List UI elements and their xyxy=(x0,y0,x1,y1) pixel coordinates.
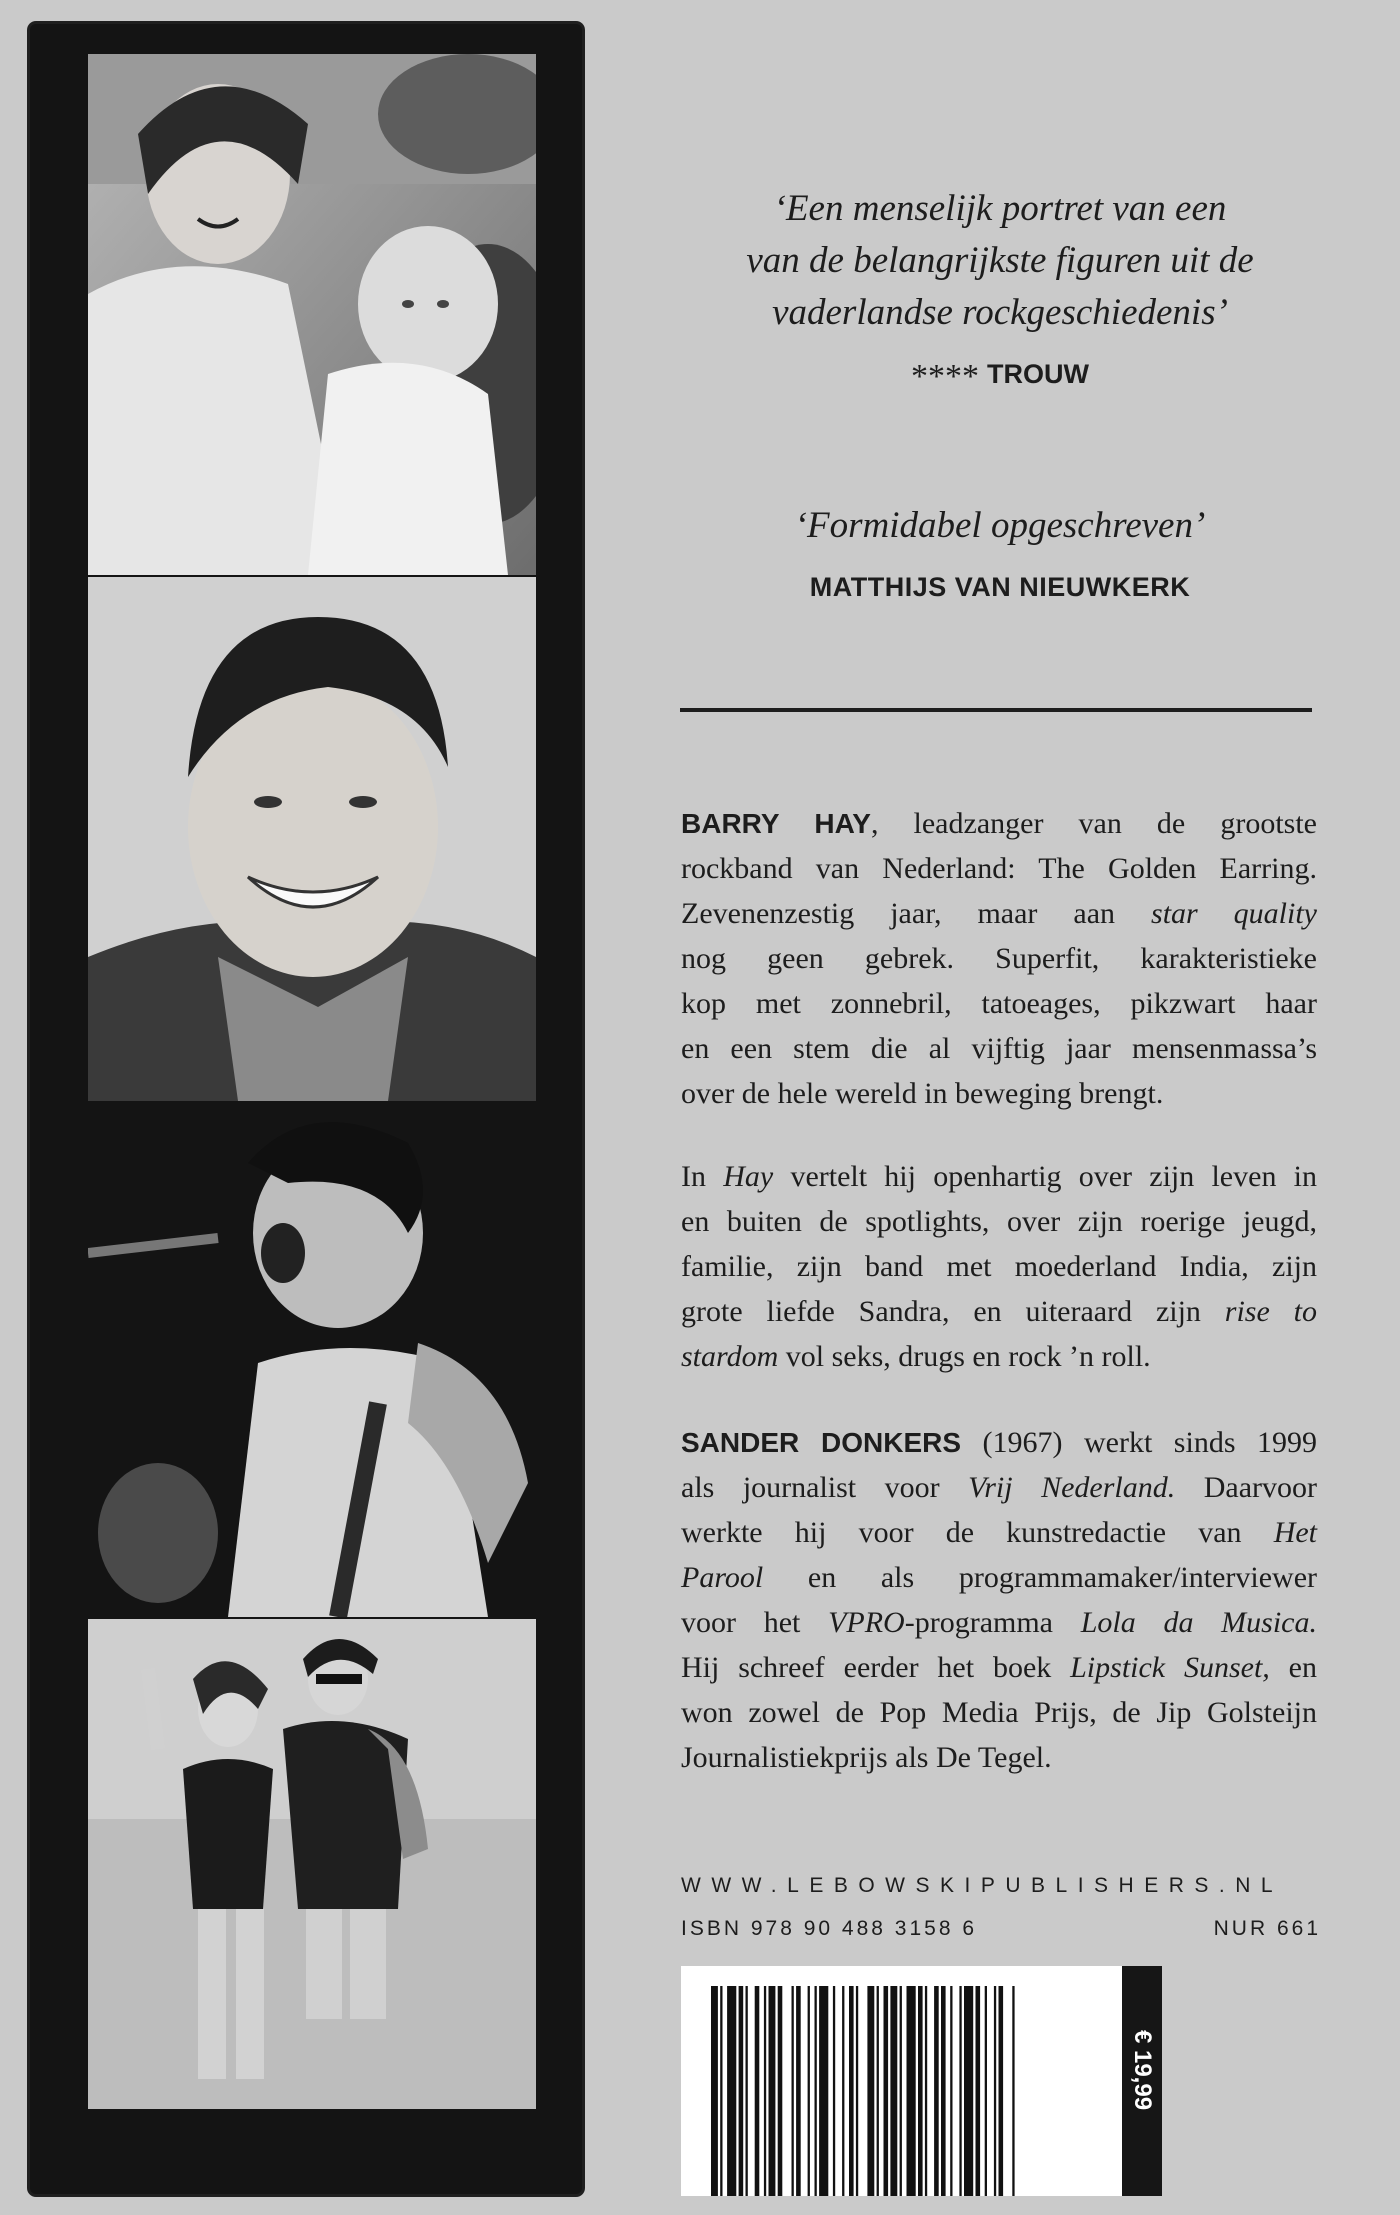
barcode-bar xyxy=(796,1986,801,2196)
quote-line: van de belangrijkste figuren uit de xyxy=(746,240,1254,281)
photo-couple-on-beach xyxy=(88,1619,536,2109)
review-attribution-trouw xyxy=(640,358,1360,396)
barcode-bar xyxy=(746,1986,748,2196)
barcode-bar xyxy=(985,1986,987,2196)
review-source: TROUW xyxy=(987,359,1089,389)
rating-stars: **** xyxy=(911,358,979,395)
text-line: won zowel de Pop Media Prijs, de Jip Golsteijn xyxy=(681,1696,1317,1729)
text-run: Hij schreef eerder het boek xyxy=(681,1651,1052,1684)
barcode-bar xyxy=(867,1986,874,2196)
text-run-italic: rise to xyxy=(1224,1295,1317,1328)
barcode-bar xyxy=(769,1986,776,2196)
barcode-bar xyxy=(907,1986,916,2196)
nur-code: NUR 661 xyxy=(1213,1917,1321,1940)
text-run: als journalist voor xyxy=(681,1471,940,1504)
barcode-bar xyxy=(764,1986,766,2196)
barcode-bar xyxy=(884,1986,889,2196)
text-run-italic: VPRO xyxy=(828,1606,905,1639)
photo-smiling-boy xyxy=(88,577,536,1101)
text-run: (1967) werkt sinds 1999 xyxy=(982,1426,1317,1459)
quote-line: vaderlandse rockgeschiedenis’ xyxy=(772,292,1228,333)
barcode-bar xyxy=(941,1986,946,2196)
isbn-row xyxy=(681,1917,1321,1941)
barcode-bar xyxy=(918,1986,923,2196)
barcode-bar xyxy=(999,1986,1004,2196)
text-run: -programma xyxy=(904,1606,1053,1639)
barcode-bar xyxy=(934,1986,939,2196)
text-line: en een stem die al vijftig jaar mensenmassa’s xyxy=(681,1032,1317,1065)
text-run: Zevenenzestig jaar, maar aan xyxy=(681,897,1116,930)
blurb-author-bio xyxy=(681,1420,1317,1780)
book-title-italic: Hay xyxy=(723,1160,774,1193)
text-run-italic: stardom xyxy=(681,1340,779,1373)
text-run: vertelt hij openhartig over zijn leven in xyxy=(790,1160,1318,1193)
text-run-italic: star quality xyxy=(1151,897,1317,930)
text-run: voor het xyxy=(681,1606,801,1639)
barcode-bar xyxy=(849,1986,854,2196)
barcode-bar xyxy=(755,1986,760,2196)
publisher-url: WWW.LEBOWSKIPUBLISHERS.NL xyxy=(681,1874,1284,1897)
barcode-bar xyxy=(877,1986,879,2196)
isbn-number: ISBN 978 90 488 3158 6 xyxy=(681,1917,978,1940)
barcode-bar xyxy=(833,1986,835,2196)
blurb-book-summary xyxy=(681,1154,1317,1379)
barcode-icon xyxy=(711,1986,1096,2196)
barcode-bar xyxy=(890,1986,897,2196)
barcode-bar xyxy=(925,1986,927,2196)
text-run: vol seks, drugs en rock ’n roll. xyxy=(785,1340,1151,1373)
barcode-bar xyxy=(727,1986,736,2196)
text-run: Daarvoor xyxy=(1203,1471,1318,1504)
barcode-bar xyxy=(720,1986,722,2196)
text-line: en buiten de spotlights, over zijn roerige jeugd, xyxy=(681,1205,1317,1238)
barcode-bar xyxy=(994,1986,996,2196)
review-quote-nieuwkerk xyxy=(640,500,1360,552)
price-label: € 19,99 xyxy=(1129,2029,1156,2111)
barcode-bar xyxy=(792,1986,794,2196)
barcode-bar xyxy=(808,1986,810,2196)
text-line: over de hele wereld in beweging brengt. xyxy=(681,1077,1164,1110)
barcode-bar xyxy=(900,1986,902,2196)
barcode-bar xyxy=(711,1986,718,2196)
review-quote-trouw xyxy=(640,183,1360,339)
text-run: en als programmamaker/interviewer xyxy=(807,1561,1318,1594)
divider-rule xyxy=(680,708,1312,712)
text-line: kop met zonnebril, tatoeages, pikzwart haar xyxy=(681,987,1317,1020)
barcode-bar xyxy=(964,1986,973,2196)
quote-line: ‘Een menselijk portret van een xyxy=(773,188,1227,229)
text-run-italic: Het xyxy=(1273,1516,1318,1549)
barcode-bar xyxy=(819,1986,828,2196)
text-run-italic: Lola da Musica. xyxy=(1080,1606,1317,1639)
barcode-bar xyxy=(856,1986,858,2196)
text-run: In xyxy=(681,1160,706,1193)
text-run-italic: Vrij Nederland. xyxy=(968,1471,1176,1504)
text-line: familie, zijn band met moederland India, zijn xyxy=(681,1250,1317,1283)
text-line: rockband van Nederland: The Golden Earring. xyxy=(681,852,1317,885)
text-run-italic: Parool xyxy=(681,1561,764,1594)
barcode-bar xyxy=(739,1986,744,2196)
text-run: grote liefde Sandra, en uiteraard zijn xyxy=(681,1295,1201,1328)
photo-mother-with-baby xyxy=(88,54,536,575)
text-line: nog geen gebrek. Superfit, karakteristieke xyxy=(681,942,1317,975)
subject-name: BARRY HAY xyxy=(681,808,871,839)
author-name: SANDER DONKERS xyxy=(681,1427,962,1458)
barcode-panel xyxy=(681,1966,1162,2196)
barcode-bar xyxy=(778,1986,783,2196)
barcode-bar xyxy=(959,1986,961,2196)
barcode-bar xyxy=(976,1986,981,2196)
text-run: werkte hij voor de kunstredactie van xyxy=(681,1516,1242,1549)
text-run: en xyxy=(1288,1651,1317,1684)
barcode-bar xyxy=(1012,1986,1014,2196)
barcode-bar xyxy=(842,1986,844,2196)
barcode-bar xyxy=(950,1986,952,2196)
barcode-bar xyxy=(815,1986,817,2196)
blurb-barry-hay xyxy=(681,801,1317,1116)
photo-singing-on-stage xyxy=(88,1103,536,1617)
text-line: Journalistiekprijs als De Tegel. xyxy=(681,1741,1052,1774)
review-source-nieuwkerk: MATTHIJS VAN NIEUWKERK xyxy=(809,572,1191,602)
text-run: , leadzanger van de grootste xyxy=(870,807,1317,840)
text-run-italic: Lipstick Sunset, xyxy=(1070,1651,1270,1684)
quote-line: ‘Formidabel opgeschreven’ xyxy=(794,505,1206,546)
